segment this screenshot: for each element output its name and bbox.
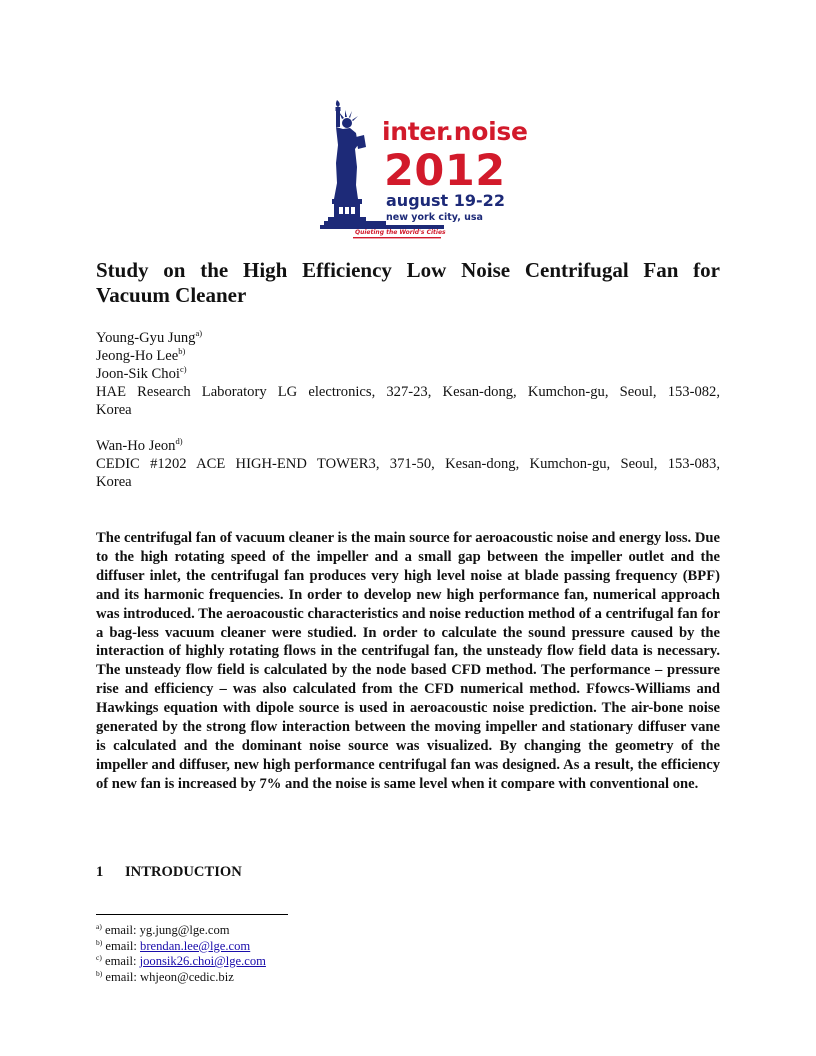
section-heading (96, 864, 242, 881)
footnote-email: yg.jung@lge.com (139, 923, 230, 937)
logo-brand-text: inter.noise (382, 117, 528, 146)
author-block (96, 329, 720, 491)
logo-place-text: new york city, usa (386, 212, 483, 223)
abstract: The centrifugal fan of vacuum cleaner is the main source for aeroacoustic noise and energy loss. Due to the high rotating speed of the impeller and a small gap between the impeller outlet and the diffuser inlet, the centrifugal fan produces very high level noise at blade passing frequency (BPF) and its harmonic frequencies. In order to develop new high performance fan, numerical approach was introduced. The aeroacoustic characteristics and noise reduction method of a centrifugal fan for a bag-less vacuum cleaner were studied. In order to calculate the sound pressure caused by the interaction of highly rotating flows in the centrifugal fan, the unsteady flow field data is necessary. The unsteady flow field is calculated by the node based CFD method. The performance – pressure rise and efficiency – was also calculated from the CFD numerical method. Ffowcs-Williams and Hawkings equation with dipole source is used in aeroacoustic noise prediction. The air-bone noise generated by the strong flow interaction between the moving impeller and stationary diffuser vane is calculated and the dominant noise source was visualized. By changing the geometry of the impeller and diffuser, new high performance centrifugal fan was designed. As a result, the efficiency of new fan is increased by 7% and the noise is same level when it compare with conventional one. (96, 530, 720, 792)
paper-title-line-2: Vacuum Cleaner (96, 283, 247, 307)
affiliation-1-line-1: HAE Research Laboratory LG electronics, 327-23, Kesan-dong, Kumchon-gu, Seoul, 153-082, (96, 384, 720, 400)
author-name: Jeong-Ho Lee (96, 348, 179, 364)
author-mark: a) (195, 328, 203, 338)
section-title: INTRODUCTION (125, 864, 242, 880)
footnote (96, 923, 266, 939)
author-mark: d) (175, 436, 183, 446)
author-line (96, 365, 720, 383)
footnote (96, 954, 266, 970)
spacer (96, 419, 720, 437)
paper-title (96, 258, 720, 308)
footnote-email-link[interactable]: brendan.lee@lge.com (140, 938, 251, 953)
footnote-divider (96, 914, 288, 915)
author-line (96, 437, 720, 455)
author-name: Young-Gyu Jung (96, 330, 196, 346)
footnote-mark: b) (96, 937, 103, 947)
section-number: 1 (96, 864, 104, 880)
logo-year-text: 2012 (384, 146, 506, 196)
logo-tagline: Quieting the World's Cities (355, 229, 446, 236)
footnote-label: email: (105, 969, 141, 984)
paper-title-line-1: Study on the High Efficiency Low Noise Centrifugal Fan for (96, 258, 720, 282)
footnote-mark: c) (96, 953, 102, 962)
footnote-mark: b) (96, 968, 103, 978)
footnote (96, 970, 266, 986)
affiliation-2-line-2: Korea (96, 474, 132, 490)
footnote-email: whjeon@cedic.biz (140, 969, 234, 984)
affiliation-2-line-1: CEDIC #1202 ACE HIGH-END TOWER3, 371-50, Kesan-dong, Kumchon-gu, Seoul, 153-083, (96, 456, 720, 472)
footnote-mark: a) (96, 922, 102, 931)
author-mark: c) (179, 364, 187, 374)
author-mark: b) (178, 346, 186, 356)
footnote-email-link[interactable]: joonsik26.choi@lge.com (139, 954, 266, 968)
author-line (96, 329, 720, 347)
logo-dates-text: august 19-22 (386, 191, 505, 210)
author-name: Wan-Ho Jeon (96, 438, 176, 454)
author-name: Joon-Sik Choi (96, 366, 180, 382)
footnote (96, 939, 266, 955)
footnote-label: email: (104, 923, 140, 937)
footnote-label: email: (105, 938, 141, 953)
conference-logo (320, 97, 528, 243)
author-line (96, 347, 720, 365)
footnote-label: email: (104, 954, 140, 968)
footnotes (96, 923, 266, 985)
affiliation-1-line-2: Korea (96, 402, 132, 418)
